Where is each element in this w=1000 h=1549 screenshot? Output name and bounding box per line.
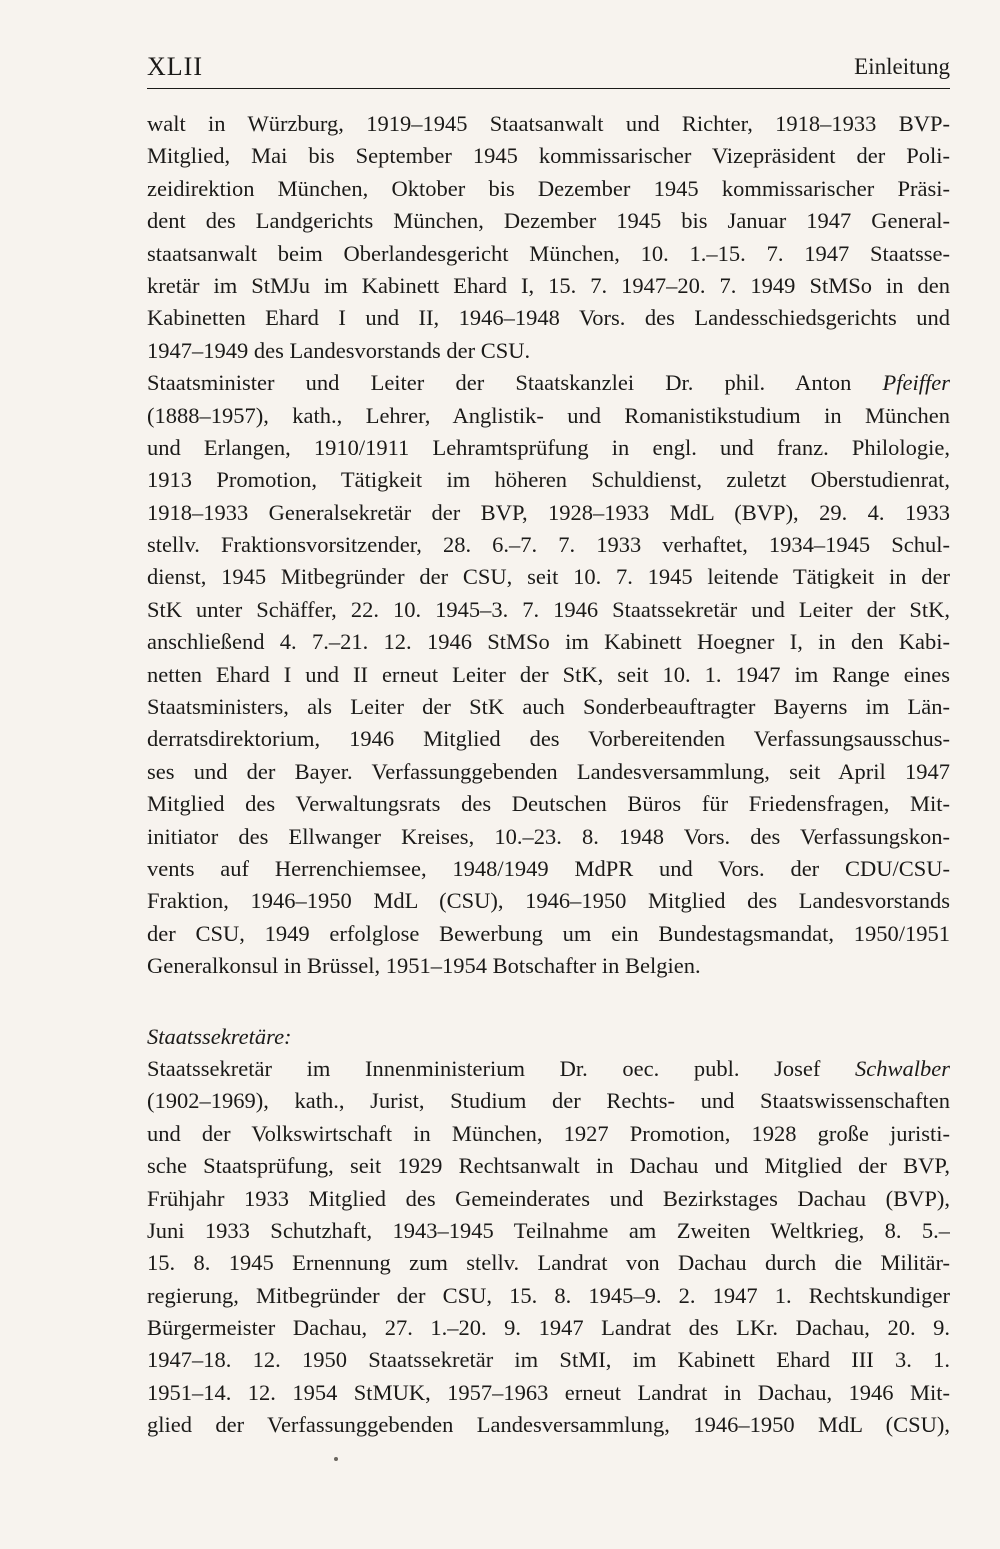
text-line: 15. 8. 1945 Ernennung zum stellv. Landrat von Dachau durch die Militär- xyxy=(147,1250,950,1276)
text-line: 1947–1949 des Landesvorstands der CSU. xyxy=(147,337,531,363)
text-line: Mitglied des Verwaltungsrats des Deutschen Büros für Friedensfragen, Mit- xyxy=(147,791,950,817)
text-line: sche Staatsprüfung, seit 1929 Rechtsanwalt in Dachau und Mitglied der BVP, xyxy=(147,1153,950,1179)
paragraph-biography-continued xyxy=(147,108,950,367)
text-line: Juni 1933 Schutzhaft, 1943–1945 Teilnahme am Zweiten Weltkrieg, 8. 5.– xyxy=(147,1217,950,1243)
header-rule xyxy=(147,88,950,89)
text-line: staatsanwalt beim Oberlandesgericht München, 10. 1.–15. 7. 1947 Staatsse- xyxy=(147,240,950,266)
text-line: initiator des Ellwanger Kreises, 10.–23. 8. 1948 Vors. des Verfassungskon- xyxy=(147,823,950,849)
text-line: netten Ehard I und II erneut Leiter der StK, seit 10. 1. 1947 im Range eines xyxy=(147,661,950,687)
text-line: (1902–1969), kath., Jurist, Studium der Rechts- und Staatswissenschaften xyxy=(147,1088,950,1114)
running-head xyxy=(147,52,950,86)
text-line: kretär im StMJu im Kabinett Ehard I, 15. 7. 1947–20. 7. 1949 StMSo in den xyxy=(147,272,950,298)
text-line: und der Volkswirtschaft in München, 1927 Promotion, 1928 große juristi- xyxy=(147,1120,950,1146)
text-line: dienst, 1945 Mitbegründer der CSU, seit 10. 7. 1945 leitende Tätigkeit in der xyxy=(147,564,950,590)
paragraph-gap xyxy=(147,983,950,1021)
italic-surname: Schwalber xyxy=(855,1055,950,1081)
text-line: 1913 Promotion, Tätigkeit im höheren Schuldienst, zuletzt Oberstudienrat, xyxy=(147,467,950,493)
text-line: 1951–14. 12. 1954 StMUK, 1957–1963 erneut Landrat in Dachau, 1946 Mit- xyxy=(147,1379,950,1405)
text-line: regierung, Mitbegründer der CSU, 15. 8. 1945–9. 2. 1947 1. Rechtskundiger xyxy=(147,1282,950,1308)
text-line: Kabinetten Ehard I und II, 1946–1948 Vors. des Landesschiedsgerichts und xyxy=(147,305,950,331)
text-line: ses und der Bayer. Verfassunggebenden Landesversammlung, seit April 1947 xyxy=(147,758,950,784)
section-heading-staatssekretaere: Staatssekretäre: xyxy=(147,1023,292,1049)
body-text xyxy=(147,108,950,1442)
text-line: Mitglied, Mai bis September 1945 kommissarischer Vizepräsident der Poli- xyxy=(147,143,950,169)
text-line: 1947–18. 12. 1950 Staatssekretär im StMI, im Kabinett Ehard III 3. 1. xyxy=(147,1347,950,1373)
paragraph-pfeiffer xyxy=(147,367,950,982)
paragraph-schwalber xyxy=(147,1053,950,1442)
text-line: zeidirektion München, Oktober bis Dezember 1945 kommissarischer Präsi- xyxy=(147,175,950,201)
text-line-schwalber: Staatssekretär im Innenministerium Dr. oec. publ. Josef Schwalber xyxy=(147,1055,950,1081)
page-number: XLII xyxy=(147,52,203,81)
text-line: Staatsministers, als Leiter der StK auch Sonderbeauftragter Bayerns im Län- xyxy=(147,694,950,720)
text-line: stellv. Fraktionsvorsitzender, 28. 6.–7. 7. 1933 verhaftet, 1934–1945 Schul- xyxy=(147,532,950,558)
running-head-section: Einleitung xyxy=(854,54,950,79)
text-line: StK unter Schäffer, 22. 10. 1945–3. 7. 1946 Staatssekretär und Leiter der StK, xyxy=(147,596,950,622)
text-line-pfeiffer: Staatsminister und Leiter der Staatskanzlei Dr. phil. Anton Pfeiffer xyxy=(147,370,950,396)
text-line: vents auf Herrenchiemsee, 1948/1949 MdPR und Vors. der CDU/CSU- xyxy=(147,855,950,881)
text-line: Frühjahr 1933 Mitglied des Gemeinderates und Bezirkstages Dachau (BVP), xyxy=(147,1185,950,1211)
text-line: 1918–1933 Generalsekretär der BVP, 1928–1933 MdL (BVP), 29. 4. 1933 xyxy=(147,499,950,525)
text-line: Bürgermeister Dachau, 27. 1.–20. 9. 1947 Landrat des LKr. Dachau, 20. 9. xyxy=(147,1315,950,1341)
text-line: derratsdirektorium, 1946 Mitglied des Vorbereitenden Verfassungsausschus- xyxy=(147,726,950,752)
text-line: anschließend 4. 7.–21. 12. 1946 StMSo im Kabinett Hoegner I, in den Kabi- xyxy=(147,629,950,655)
text-line: Fraktion, 1946–1950 MdL (CSU), 1946–1950 Mitglied des Landesvorstands xyxy=(147,888,950,914)
text-line: und Erlangen, 1910/1911 Lehramtsprüfung in engl. und franz. Philologie, xyxy=(147,434,950,460)
text-line: Generalkonsul in Brüssel, 1951–1954 Botschafter in Belgien. xyxy=(147,953,701,979)
text-line: glied der Verfassunggebenden Landesversammlung, 1946–1950 MdL (CSU), xyxy=(147,1412,950,1438)
text-line: (1888–1957), kath., Lehrer, Anglistik- und Romanistikstudium in München xyxy=(147,402,950,428)
text-line: der CSU, 1949 erfolglose Bewerbung um ein Bundestagsmandat, 1950/1951 xyxy=(147,920,950,946)
text-line: dent des Landgerichts München, Dezember 1945 bis Januar 1947 General- xyxy=(147,208,950,234)
text-line: walt in Würzburg, 1919–1945 Staatsanwalt und Richter, 1918–1933 BVP- xyxy=(147,111,950,136)
page-speck xyxy=(334,1457,338,1461)
italic-surname: Pfeiffer xyxy=(882,370,950,396)
